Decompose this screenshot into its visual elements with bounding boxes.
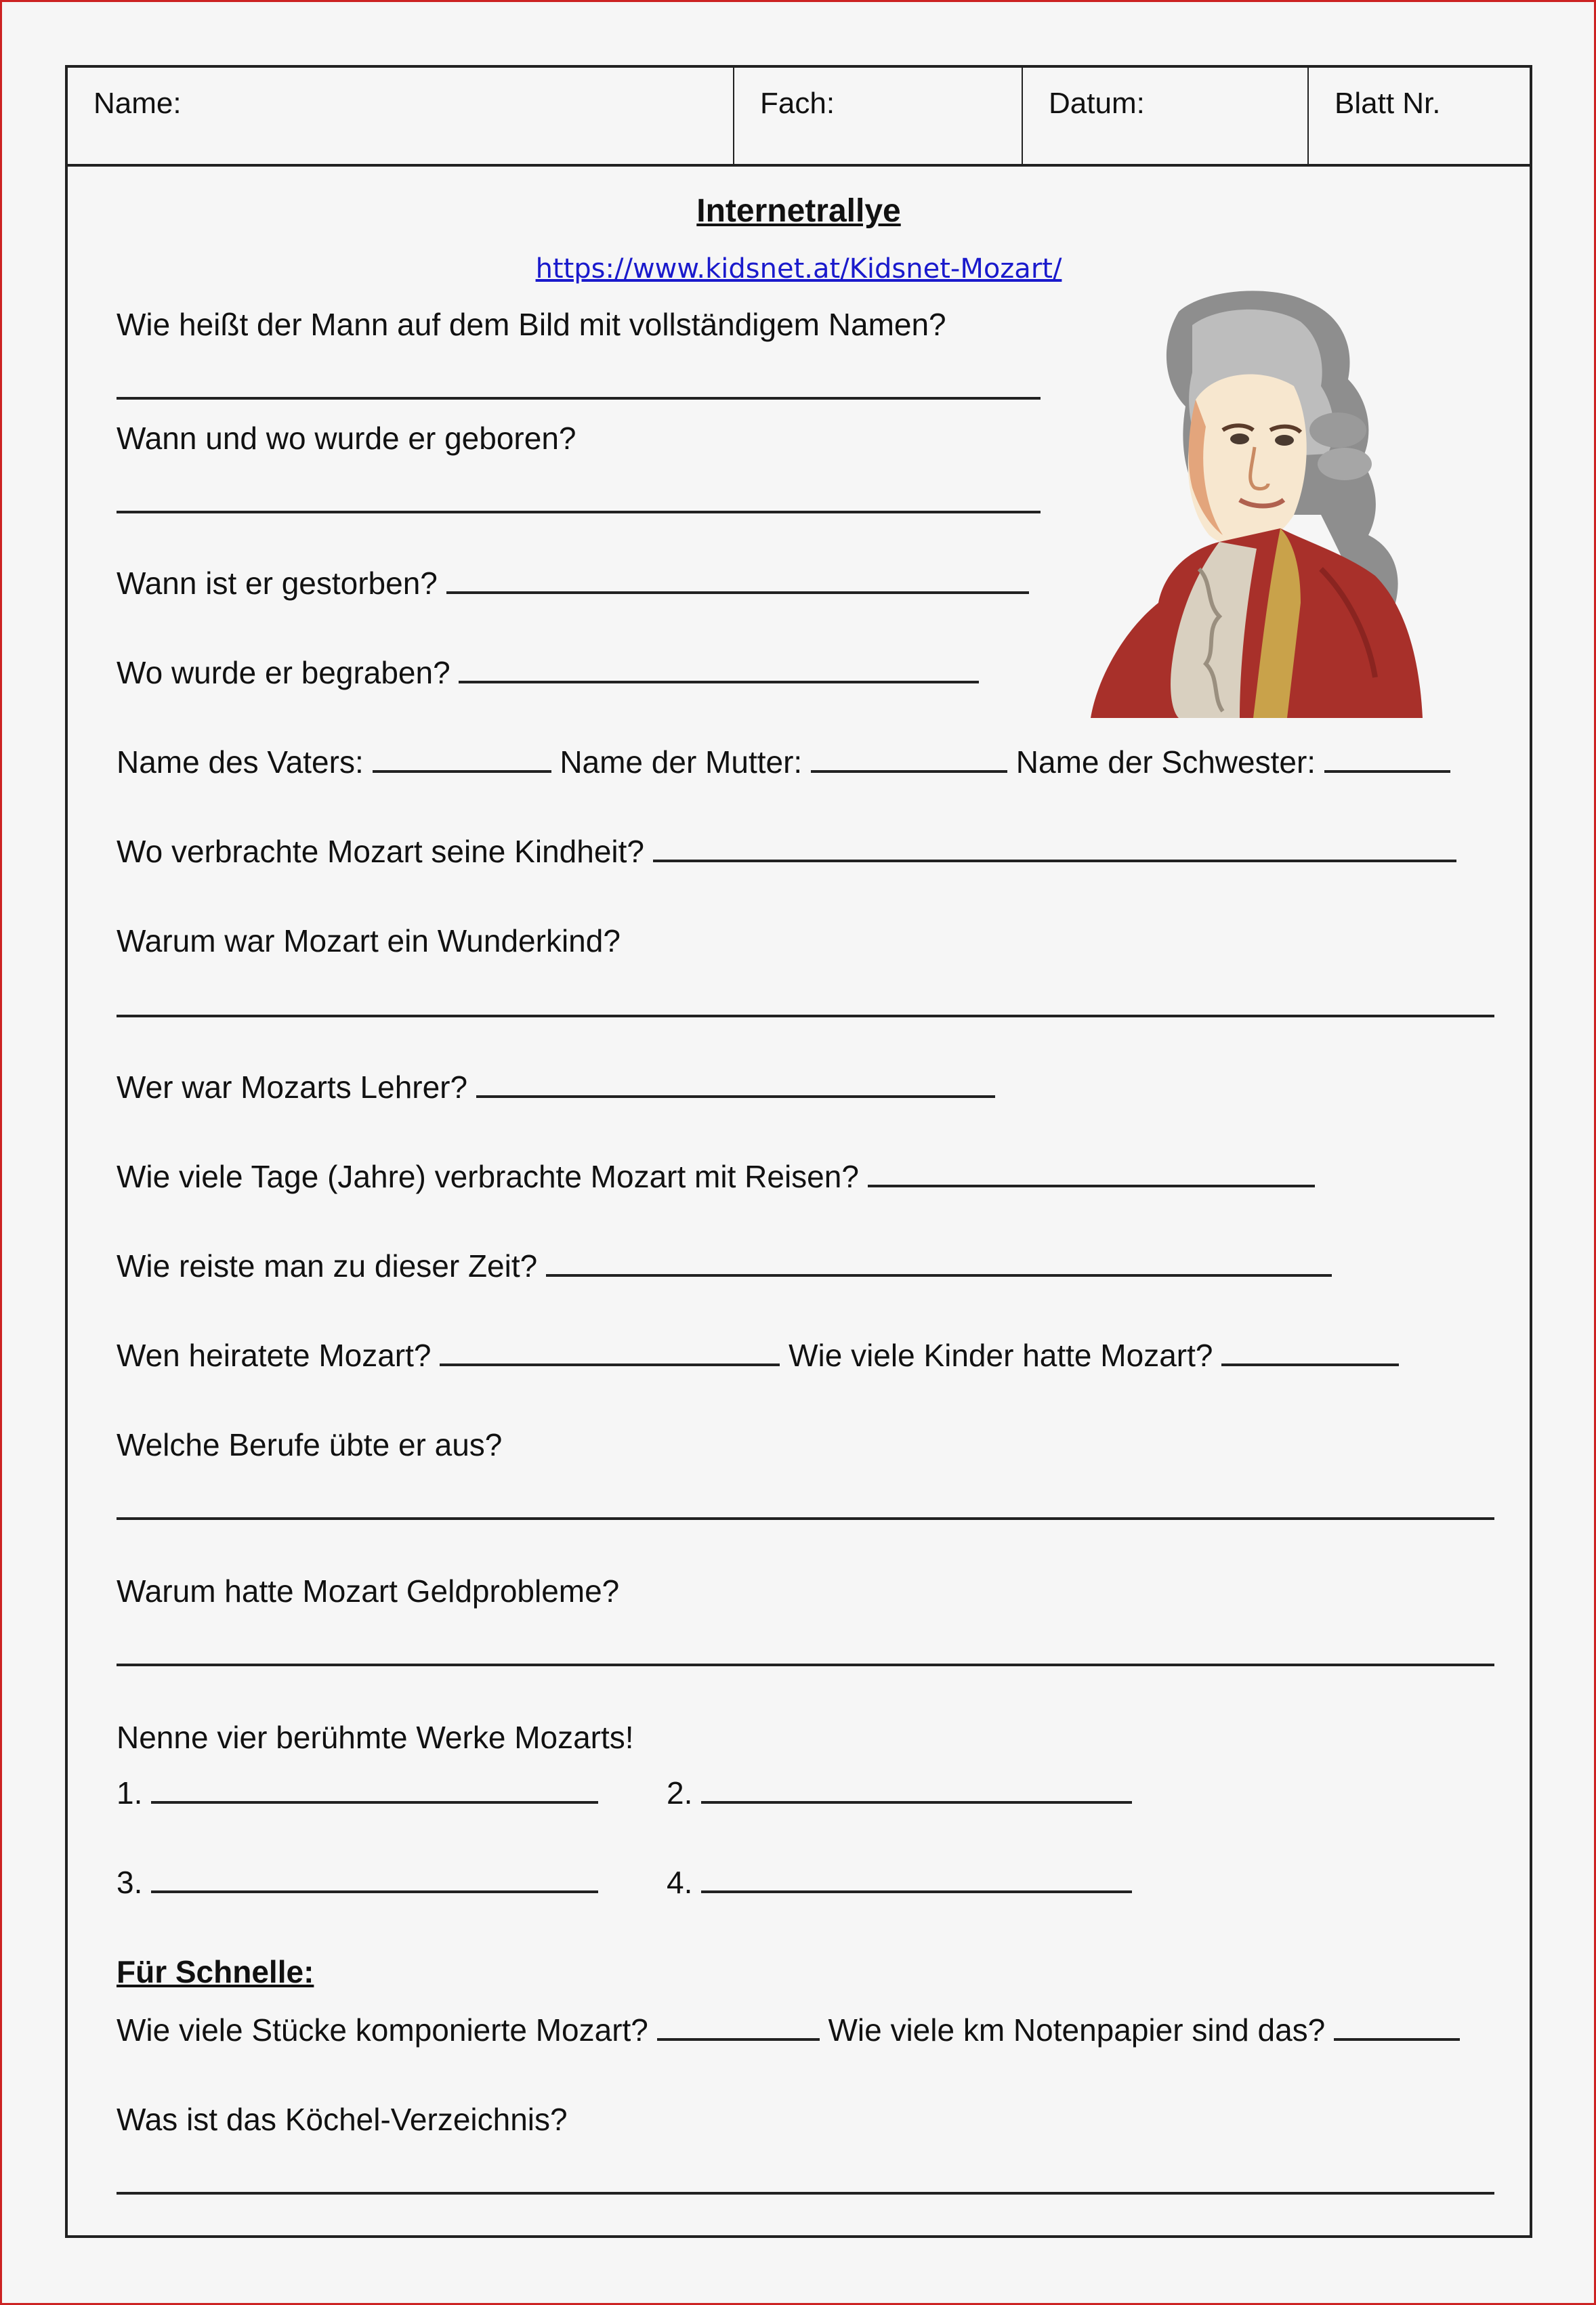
date-label: Datum: — [1049, 87, 1145, 120]
answer-line-children[interactable] — [1221, 1338, 1399, 1366]
question-professions: Welche Berufe übte er aus? — [117, 1427, 503, 1462]
name-label: Name: — [93, 87, 182, 120]
work-item-2 — [667, 1775, 1132, 1811]
mother-label: Name der Mutter: — [560, 744, 803, 780]
name-field[interactable] — [68, 68, 734, 164]
work-number-2: 2. — [667, 1775, 693, 1811]
answer-line-work-4[interactable] — [701, 1865, 1132, 1893]
question-burial-text: Wo wurde er begraben? — [117, 655, 450, 690]
work-number-1: 1. — [117, 1775, 143, 1811]
father-label: Name des Vaters: — [117, 744, 364, 780]
date-field[interactable] — [1023, 68, 1309, 164]
question-prodigy: Warum war Mozart ein Wunderkind? — [117, 923, 621, 958]
question-children-text: Wie viele Kinder hatte Mozart? — [789, 1338, 1213, 1373]
answer-line-work-3[interactable] — [151, 1865, 598, 1893]
work-item-4 — [667, 1864, 1132, 1901]
sheet-number-field[interactable] — [1309, 68, 1530, 164]
answer-line-sister[interactable] — [1324, 744, 1450, 773]
question-spouse-text: Wen heiratete Mozart? — [117, 1338, 432, 1373]
worksheet — [65, 65, 1532, 2238]
answer-line-mother[interactable] — [811, 744, 1007, 773]
answer-line-money[interactable] — [117, 1664, 1494, 1666]
work-item-1 — [117, 1775, 598, 1811]
question-travel-days-text: Wie viele Tage (Jahre) verbrachte Mozart mit Reisen? — [117, 1159, 859, 1194]
question-teacher-text: Wer war Mozarts Lehrer? — [117, 1070, 468, 1105]
question-works: Nenne vier berühmte Werke Mozarts! — [117, 1720, 634, 1755]
bonus-question-koechel: Was ist das Köchel-Verzeichnis? — [117, 2102, 568, 2137]
question-marriage — [117, 1337, 1399, 1374]
worksheet-title: Internetrallye — [696, 193, 901, 229]
question-money: Warum hatte Mozart Geldprobleme? — [117, 1573, 620, 1609]
question-teacher — [117, 1069, 995, 1105]
question-death — [117, 565, 1029, 601]
work-item-3 — [117, 1864, 598, 1901]
work-number-3: 3. — [117, 1865, 143, 1900]
mozart-portrait-icon — [1077, 284, 1456, 725]
question-travel-days — [117, 1158, 1315, 1195]
question-family — [117, 744, 1450, 780]
answer-line-death[interactable] — [446, 566, 1029, 594]
question-travel-mode-text: Wie reiste man zu dieser Zeit? — [117, 1248, 538, 1284]
question-travel-mode — [117, 1248, 1332, 1284]
answer-line-teacher[interactable] — [476, 1070, 995, 1098]
answer-line-travel-mode[interactable] — [546, 1248, 1332, 1277]
subject-field[interactable] — [734, 68, 1023, 164]
answer-line-paper[interactable] — [1334, 2012, 1460, 2041]
bonus-question-pieces — [117, 2012, 1460, 2048]
answer-line-pieces[interactable] — [657, 2012, 820, 2041]
question-childhood-text: Wo verbrachte Mozart seine Kindheit? — [117, 834, 644, 869]
subject-label: Fach: — [760, 87, 835, 120]
source-link[interactable]: https://www.kidsnet.at/Kidsnet-Mozart/ — [535, 253, 1062, 284]
question-birth: Wann und wo wurde er geboren? — [117, 421, 576, 456]
header-row — [68, 68, 1530, 167]
answer-line-spouse[interactable] — [440, 1338, 780, 1366]
bonus-paper-text: Wie viele km Notenpapier sind das? — [828, 2012, 1326, 2048]
answer-line-travel-days[interactable] — [868, 1159, 1315, 1187]
answer-line-prodigy[interactable] — [117, 1015, 1494, 1017]
bonus-heading: Für Schnelle: — [117, 1954, 314, 1989]
work-number-4: 4. — [667, 1865, 693, 1900]
answer-line-birth[interactable] — [117, 511, 1041, 513]
answer-line-professions[interactable] — [117, 1517, 1494, 1520]
answer-line-father[interactable] — [373, 744, 551, 773]
question-burial — [117, 654, 979, 691]
question-childhood — [117, 833, 1456, 870]
answer-line-full-name[interactable] — [117, 397, 1041, 400]
answer-line-work-2[interactable] — [701, 1775, 1132, 1804]
bonus-pieces-text: Wie viele Stücke komponierte Mozart? — [117, 2012, 648, 2048]
answer-line-work-1[interactable] — [151, 1775, 598, 1804]
sheet-number-label: Blatt Nr. — [1335, 87, 1441, 120]
question-full-name: Wie heißt der Mann auf dem Bild mit vollständigem Namen? — [117, 307, 946, 342]
answer-line-burial[interactable] — [459, 655, 979, 683]
answer-line-koechel[interactable] — [117, 2192, 1494, 2195]
answer-line-childhood[interactable] — [653, 834, 1456, 862]
sister-label: Name der Schwester: — [1015, 744, 1316, 780]
question-death-text: Wann ist er gestorben? — [117, 566, 438, 601]
